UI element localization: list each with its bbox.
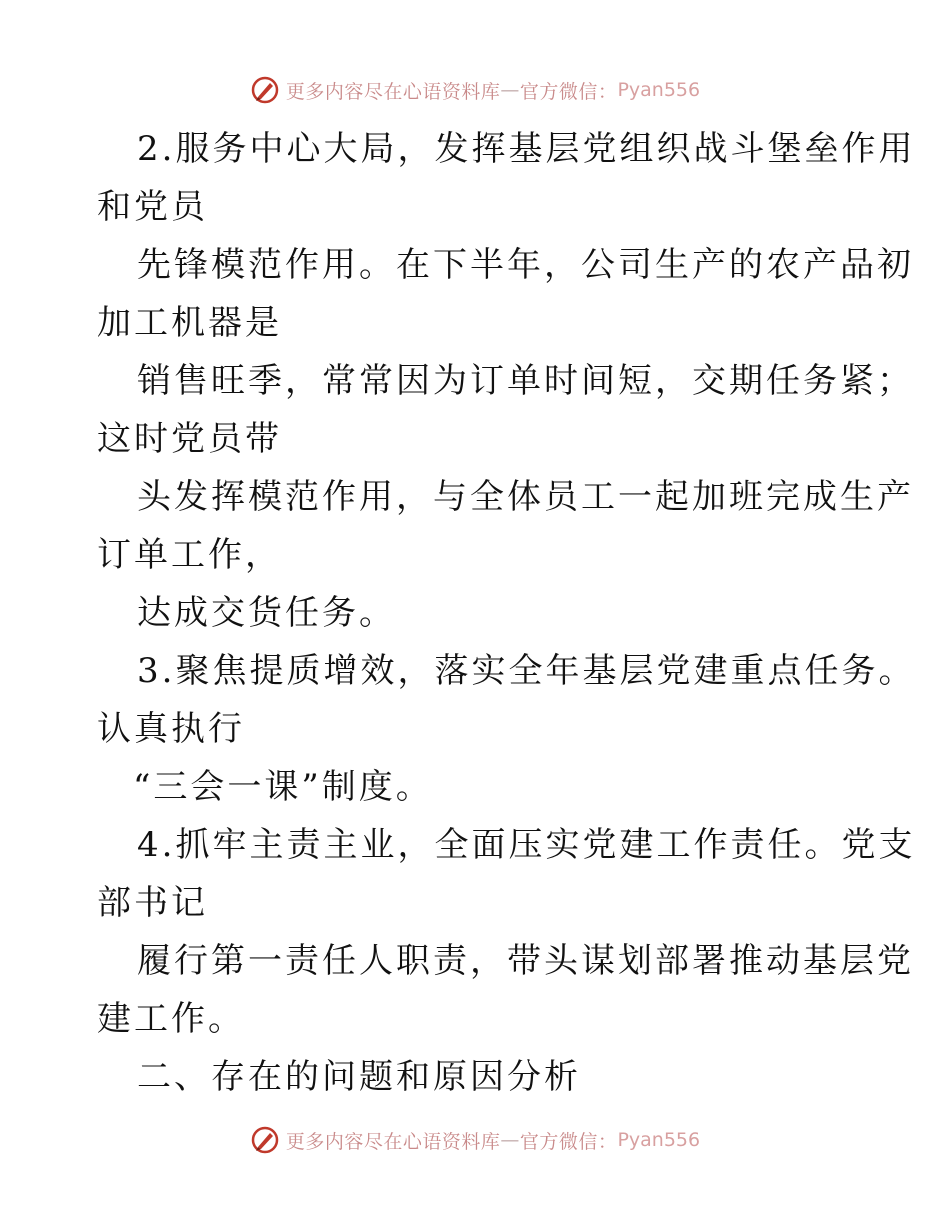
watermark-separator: — — [500, 1129, 520, 1151]
body-line: 先锋模范作用。在下半年，公司生产的农产品初 — [137, 245, 914, 285]
watermark-text: 更多内容尽在心语资料库 — [285, 80, 501, 103]
body-line: 3.聚焦提质增效，落实全年基层党建重点任务。 — [137, 651, 916, 691]
watermark-id: Pyan556 — [617, 79, 701, 101]
watermark-label: 官方微信： — [519, 80, 618, 103]
body-line: 建工作。 — [97, 999, 245, 1039]
watermark-header — [0, 70, 950, 110]
watermark-label: 官方微信： — [519, 1130, 618, 1153]
pen-logo-icon — [250, 1125, 280, 1155]
body-line: “三会一课”制度。 — [133, 767, 433, 807]
watermark-separator: — — [500, 79, 520, 101]
body-line: 头发挥模范作用，与全体员工一起加班完成生产 — [137, 477, 914, 517]
watermark-id: Pyan556 — [617, 1129, 701, 1151]
document-body — [97, 120, 916, 1106]
body-line: 2.服务中心大局，发挥基层党组织战斗堡垒作用 — [137, 129, 916, 169]
body-line: 加工机器是 — [97, 303, 282, 343]
body-line: 达成交货任务。 — [137, 593, 396, 633]
section-heading: 二、存在的问题和原因分析 — [137, 1057, 581, 1097]
body-line: 销售旺季，常常因为订单时间短，交期任务紧； — [137, 361, 914, 401]
pen-logo-icon — [250, 75, 280, 105]
body-line: 部书记 — [97, 883, 208, 923]
body-line: 和党员 — [97, 187, 208, 227]
body-line: 履行第一责任人职责，带头谋划部署推动基层党 — [137, 941, 914, 981]
body-line: 这时党员带 — [97, 419, 282, 459]
watermark-footer — [0, 1120, 950, 1160]
body-line: 4.抓牢主责主业，全面压实党建工作责任。党支 — [137, 825, 916, 865]
watermark-text: 更多内容尽在心语资料库 — [285, 1130, 501, 1153]
body-line: 订单工作， — [97, 535, 282, 575]
body-line: 认真执行 — [97, 709, 245, 749]
